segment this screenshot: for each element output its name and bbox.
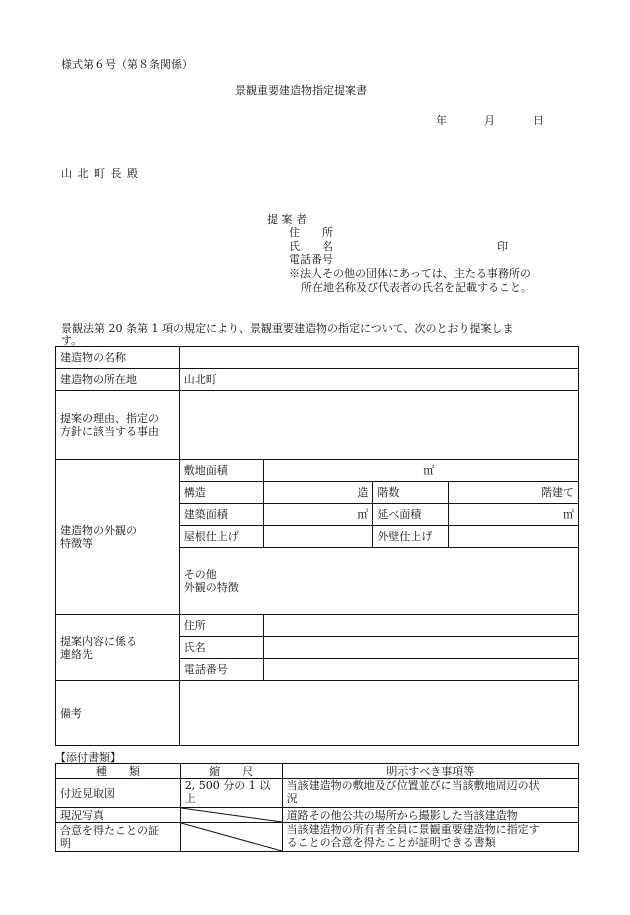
proposal-table: [55, 346, 579, 746]
structure-label: 構造: [179, 482, 263, 504]
header-type: 種 類: [56, 764, 181, 779]
date-day: 日: [533, 114, 544, 127]
contact-phone-label: 電話番号: [179, 659, 263, 681]
intro-line-2: す。: [61, 334, 83, 347]
proposer-phone-label: 電話番号: [289, 253, 333, 266]
contact-address-label: 住所: [179, 615, 263, 637]
document-title: 景観重要建造物指定提案書: [235, 84, 367, 97]
table-row: [56, 681, 579, 746]
structure-field[interactable]: 造: [263, 482, 373, 504]
table-row: [56, 808, 579, 823]
building-name-label: 建造物の名称: [56, 347, 180, 369]
intro-line-1: 景観法第 20 条第 1 項の規定により、景観重要建造物の指定について、次のとおり提案しま: [61, 322, 514, 335]
contact-address-field[interactable]: [263, 615, 578, 637]
building-location-field[interactable]: 山北町: [179, 369, 578, 391]
attachment-scale-na: [180, 823, 282, 852]
table-row: [56, 369, 579, 391]
remarks-label: 備考: [56, 681, 180, 746]
other-features-cell[interactable]: その他 外観の特徴: [179, 548, 578, 615]
wall-finish-field[interactable]: [449, 526, 579, 548]
reason-label: 提案の理由、指定の 方針に該当する事由: [56, 391, 180, 460]
attachment-items: 道路その他公共の場所から撮影した当該建造物: [282, 808, 578, 823]
roof-finish-label: 屋根仕上げ: [179, 526, 263, 548]
floors-field[interactable]: 階建て: [449, 482, 579, 504]
diagonal-line: [181, 808, 282, 822]
features-label: 建造物の外観の 特徴等: [56, 460, 180, 615]
addressee: 山 北 町 長 殿: [61, 167, 139, 180]
building-name-field[interactable]: [179, 347, 578, 369]
attachment-scale: 2, 500 分の 1 以 上: [180, 779, 282, 808]
attachments-heading: 【添付書類】: [55, 751, 121, 764]
proposer-name-label: 氏 名: [289, 240, 333, 253]
building-area-field[interactable]: ㎡: [263, 504, 373, 526]
date-month: 月: [484, 114, 495, 127]
table-row: [56, 764, 579, 779]
form-id: 様式第６号（第８条関係）: [61, 58, 193, 71]
contact-phone-field[interactable]: [263, 659, 578, 681]
attachment-type: 合意を得たことの証 明: [56, 823, 181, 852]
site-area-field[interactable]: ㎡: [263, 460, 578, 482]
attachment-scale-na: [180, 808, 282, 823]
diagonal-line: [181, 823, 282, 851]
seal-mark: 印: [497, 240, 508, 253]
attachments-table: [55, 763, 579, 852]
proposer-note-2: 所在地名称及び代表者の氏名を記載すること。: [301, 281, 532, 294]
attachment-items: 当該建造物の敷地及び位置並びに当該敷地周辺の状 況: [282, 779, 578, 808]
contact-name-field[interactable]: [263, 637, 578, 659]
building-location-label: 建造物の所在地: [56, 369, 180, 391]
contact-name-label: 氏名: [179, 637, 263, 659]
table-row: [56, 347, 579, 369]
contact-label: 提案内容に係る 連絡先: [56, 615, 180, 681]
attachment-items: 当該建造物の所有者全員に景観重要建造物に指定す ることの合意を得たことが証明できる書類: [282, 823, 578, 852]
attachment-type: 現況写真: [56, 808, 181, 823]
floor-area-label: 延べ面積: [373, 504, 449, 526]
remarks-field[interactable]: [179, 681, 578, 746]
site-area-label: 敷地面積: [179, 460, 263, 482]
table-row: [56, 460, 579, 482]
date-year: 年: [436, 114, 447, 127]
reason-field[interactable]: [179, 391, 578, 460]
building-area-label: 建築面積: [179, 504, 263, 526]
header-scale: 縮 尺: [180, 764, 282, 779]
proposer-note-1: ※法人その他の団体にあっては、主たる事務所の: [289, 267, 531, 280]
wall-finish-label: 外壁仕上げ: [373, 526, 449, 548]
table-row: [56, 823, 579, 852]
header-items: 明示すべき事項等: [282, 764, 578, 779]
table-row: [56, 391, 579, 460]
proposer-address-label: 住 所: [289, 226, 333, 239]
roof-finish-field[interactable]: [263, 526, 373, 548]
attachment-type: 付近見取図: [56, 779, 181, 808]
table-row: [56, 779, 579, 808]
floors-label: 階数: [373, 482, 449, 504]
proposer-heading: 提 案 者: [267, 213, 307, 226]
table-row: [56, 615, 579, 637]
floor-area-field[interactable]: ㎡: [449, 504, 579, 526]
